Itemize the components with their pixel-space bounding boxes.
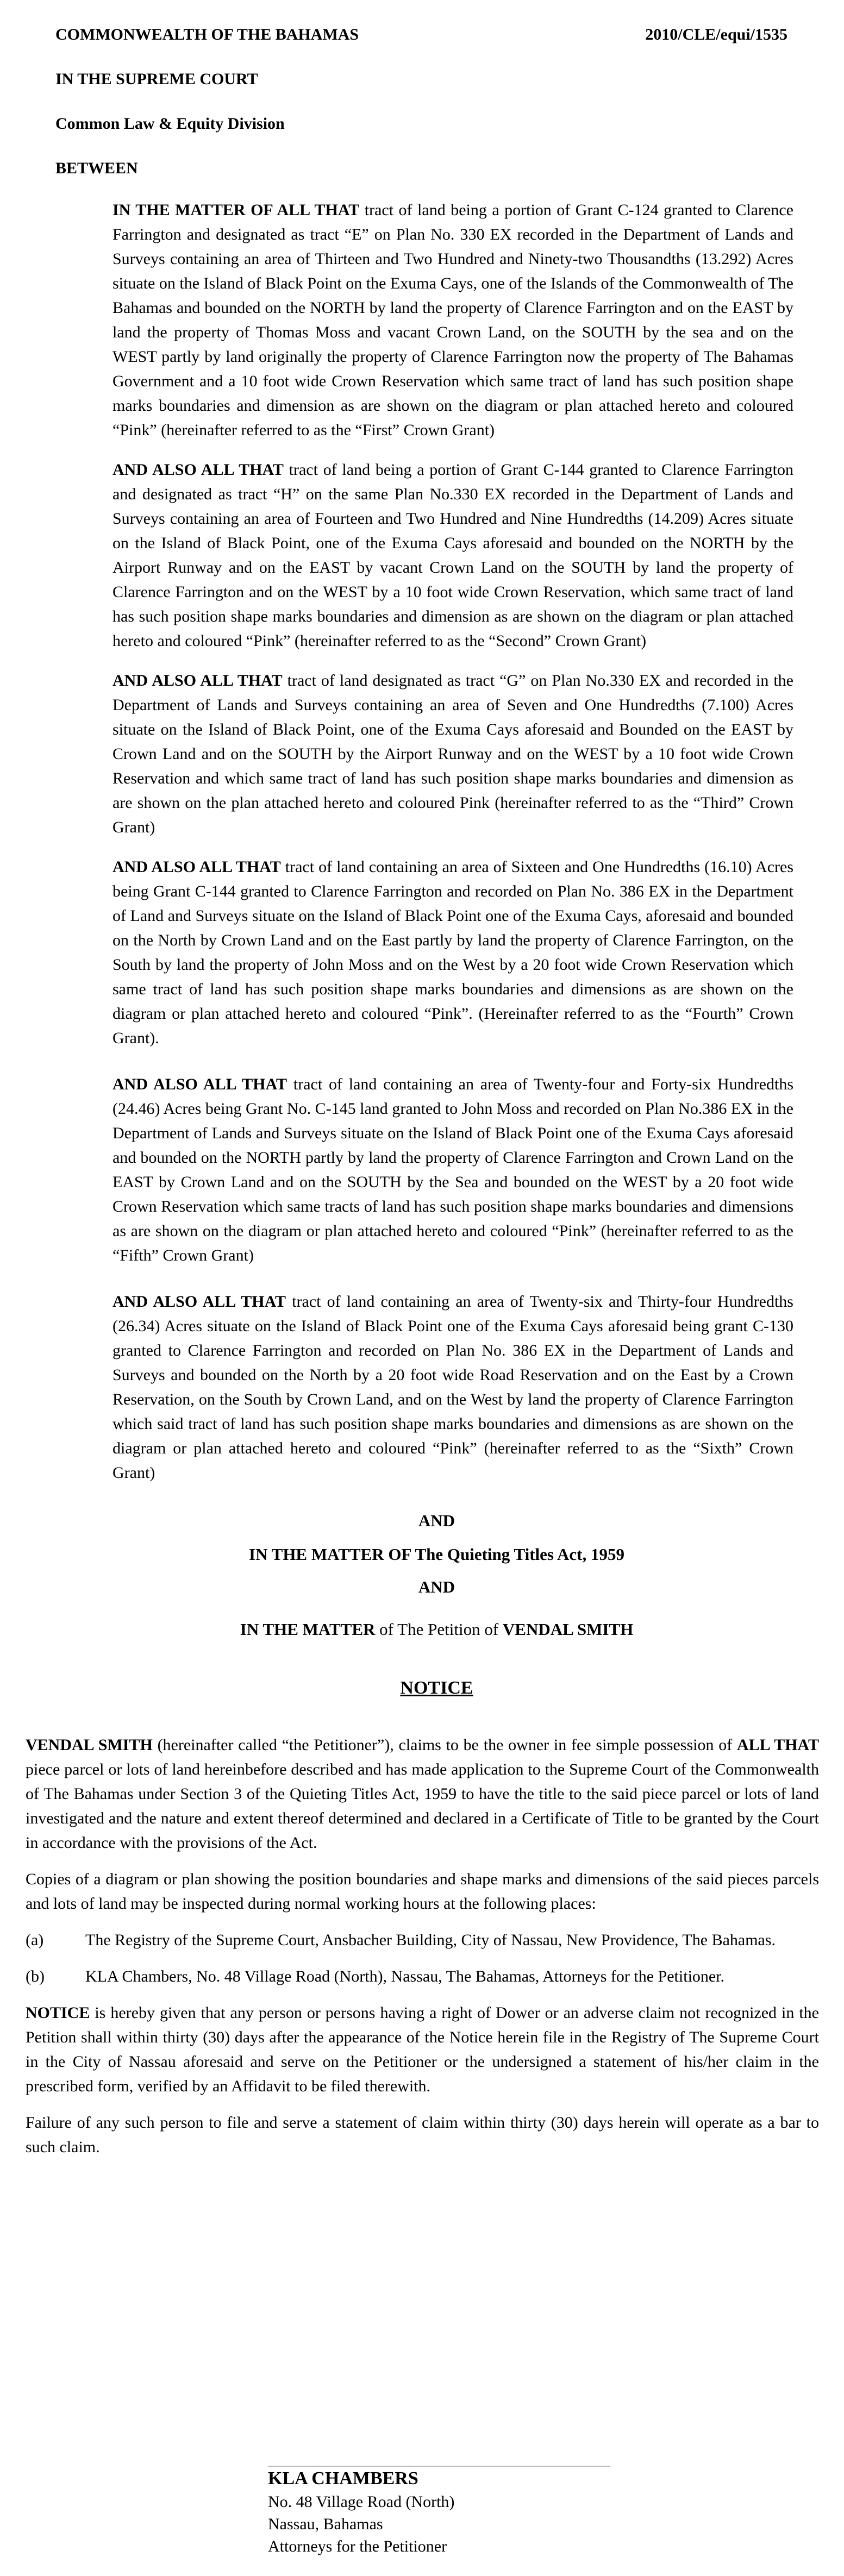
notice-paragraph-failure: Failure of any such person to file and serve a statement of claim within thirty (30) days herein will operate as a bar to such claim. xyxy=(26,2114,819,2156)
list-item-label: (b) xyxy=(26,1967,45,1985)
list-item-text: KLA Chambers, No. 48 Village Road (North), Nassau, The Bahamas, Attorneys for the Petitioner. xyxy=(85,1967,725,1985)
tract-paragraph-sixth xyxy=(112,1289,793,1485)
tract-lead: AND ALSO ALL THAT xyxy=(112,1075,287,1093)
petitioner-name: VENDAL SMITH xyxy=(502,1620,634,1639)
signature-block xyxy=(268,2466,610,2558)
quieting-titles-matter: IN THE MATTER OF The Quieting Titles Act, 1959 xyxy=(249,1545,624,1564)
case-number: 2010/CLE/equi/1535 xyxy=(645,26,787,43)
matters-section xyxy=(55,1508,818,1643)
tract-text: tract of land containing an area of Sixteen and One Hundredths (16.10) Acres being Grant C-144 granted to Clarence Farrington and recorded on Plan No. 386 EX in the Department of Land and Surveys situate on the Island of Black Point one of the Exuma Cays, aforesaid and bounded on the North by Crown Land and on the East partly by land the property of Clarence Farrington, on the South by land the property of John Moss and on the West by a 20 foot wide Crown Reservation which same tract of land has such position shape marks boundaries and dimensions as are shown on the diagram or plan attached hereto and coloured “Pink”. (Hereinafter referred to as the “Fourth” Crown Grant). xyxy=(112,858,793,1047)
tract-lead: AND ALSO ALL THAT xyxy=(112,672,283,690)
tract-lead: AND ALSO ALL THAT xyxy=(112,461,284,479)
notice-paragraph-claim xyxy=(26,1733,819,1855)
petition-matter xyxy=(55,1616,818,1643)
and-connector: AND xyxy=(418,1577,455,1596)
petitioner-name: VENDAL SMITH xyxy=(26,1736,153,1754)
notice-title: NOTICE xyxy=(400,1678,473,1698)
signatory-address-line: Nassau, Bahamas xyxy=(268,2515,383,2533)
list-item xyxy=(26,1964,819,1989)
tract-text: tract of land being a portion of Grant C-124 granted to Clarence Farrington and designated as tract “E” on Plan No. 330 EX recorded in the Department of Lands and Surveys containing an area of Thirteen and Two Hundred and Ninety-two Thousandths (13.292) Acres situate on the Island of Black Point on the Exuma Cays, one of the Islands of the Commonwealth of The Bahamas and bounded on the NORTH by land the property of Clarence Farrington and on the EAST by land the property of Thomas Moss and vacant Crown Land, on the SOUTH by the sea and on the WEST partly by land originally the property of Clarence Farrington now the property of The Bahamas Government and a 10 foot wide Crown Reservation which same tract of land has such position shape marks boundaries and dimension as are shown on the diagram or plan attached hereto and coloured “Pink” (hereinafter referred to as the “First” Crown Grant) xyxy=(112,201,793,439)
notice-bold: NOTICE xyxy=(26,2004,90,2022)
tract-lead: AND ALSO ALL THAT xyxy=(112,858,281,876)
notice-paragraph-objection xyxy=(26,2001,819,2098)
tract-descriptions xyxy=(112,198,793,1485)
signatory-address-line: No. 48 Village Road (North) xyxy=(268,2493,455,2511)
signatory-firm: KLA CHAMBERS xyxy=(268,2468,418,2489)
tract-text: tract of land containing an area of Twenty-four and Forty-six Hundredths (24.46) Acres being Grant No. C-145 land granted to John Moss and recorded on Plan No.386 EX in the Department of Lands and Surveys situate on the Island of Black Point one of the Exuma Cays aforesaid and bounded on the NORTH partly by land the property of Clarence Farrington and Crown Land on the EAST by Crown Land and on the SOUTH by the Sea and bounded on the WEST by a 20 foot wide Crown Reservation which same tracts of land has such position shape marks boundaries and dimensions as are shown on the diagram or plan attached hereto and coloured “Pink” (hereinafter referred to as the “Fifth” Crown Grant) xyxy=(112,1075,793,1264)
tract-text: tract of land designated as tract “G” on Plan No.330 EX and recorded in the Department of Lands and Surveys containing an area of Seven and One Hundredths (7.100) Acres situate on the Island of Black Point, one of the Exuma Cays aforesaid and Bounded on the EAST by Crown Land and on the SOUTH by the Airport Runway and on the WEST by a 10 foot wide Crown Reservation and which same tract of land has such position shape marks boundaries and dimension as are shown on the plan attached hereto and coloured Pink (hereinafter referred to as the “Third” Crown Grant) xyxy=(112,672,793,836)
petition-mid: of The Petition of xyxy=(375,1620,503,1639)
tract-paragraph-second xyxy=(112,457,793,653)
list-item-label: (a) xyxy=(26,1931,44,1949)
document-header xyxy=(55,22,818,48)
tract-lead: AND ALSO ALL THAT xyxy=(112,1293,286,1311)
petition-lead: IN THE MATTER xyxy=(240,1620,376,1639)
list-item xyxy=(26,1928,819,1952)
court-division: Common Law & Equity Division xyxy=(55,115,285,133)
objection-text: is hereby given that any person or persons having a right of Dower or an adverse claim not recognized in the Petition shall within thirty (30) days after the appearance of the Notice herein file in the Registry of The Supreme Court in the City of Nassau aforesaid and serve on the Petitioner or the undersigned a statement of his/her claim in the prescribed form, verified by an Affidavit to be filed therewith. xyxy=(26,2004,819,2095)
tract-paragraph-fifth xyxy=(112,1072,793,1268)
list-item-text: The Registry of the Supreme Court, Ansbacher Building, City of Nassau, New Providence, The Bahamas. xyxy=(85,1931,776,1949)
claim-text-continued: piece parcel or lots of land hereinbefore described and has made application to the Supreme Court of the Commonwealth of The Bahamas under Section 3 of the Quieting Titles Act, 1959 to have the title to the said piece parcel or lots of land investigated and the nature and extent thereof determined and declared in a Certificate of Title to be granted by the Court in accordance with the provisions of the Act. xyxy=(26,1760,819,1852)
tract-text: tract of land containing an area of Twenty-six and Thirty-four Hundredths (26.34) Acres situate on the Island of Black Point one of the Exuma Cays aforesaid being grant C-130 granted to Clarence Farrington and recorded on Plan No. 386 EX in the Department of Lands and Surveys and bounded on the North by a 20 foot wide Road Reservation and on the East by a Crown Reservation, on the South by Crown Land, and on the West by land the property of Clarence Farrington which said tract of land has such position shape marks boundaries and dimensions as are shown on the diagram or plan attached hereto and coloured “Pink” (hereinafter referred to as the “Sixth” Crown Grant) xyxy=(112,1293,793,1482)
notice-body xyxy=(26,1733,819,2159)
tract-paragraph-third xyxy=(112,668,793,839)
signatory-role: Attorneys for the Petitioner xyxy=(268,2537,447,2555)
tract-lead: IN THE MATTER OF ALL THAT xyxy=(112,201,360,219)
tract-paragraph-first xyxy=(112,198,793,442)
claim-text: (hereinafter called “the Petitioner”), claims to be the owner in fee simple possession of xyxy=(152,1736,737,1754)
and-connector: AND xyxy=(418,1511,455,1530)
tract-paragraph-fourth xyxy=(112,855,793,1050)
court-name: IN THE SUPREME COURT xyxy=(55,70,258,88)
between-label: BETWEEN xyxy=(55,159,138,177)
tract-text: tract of land being a portion of Grant C-144 granted to Clarence Farrington and designated as tract “H” on the same Plan No.330 EX recorded in the Department of Lands and Surveys containing an area of Fourteen and Two Hundred and Nine Hundredths (14.209) Acres situate on the Island of Black Point, one of the Exuma Cays aforesaid and bounded on the NORTH by the Airport Runway and on the EAST by vacant Crown Land on the SOUTH by land the property of Clarence Farrington and on the WEST by a 10 foot wide Crown Reservation, which same tract of land has such position shape marks boundaries and dimension as are shown on the diagram or plan attached hereto and coloured “Pink” (hereinafter referred to as the “Second” Crown Grant) xyxy=(112,461,793,650)
jurisdiction-title: COMMONWEALTH OF THE BAHAMAS xyxy=(55,26,359,43)
notice-paragraph-inspection: Copies of a diagram or plan showing the position boundaries and shape marks and dimensions of the said pieces parcels and lots of land may be inspected during normal working hours at the following places: xyxy=(26,1870,819,1913)
all-that-bold: ALL THAT xyxy=(736,1736,820,1754)
